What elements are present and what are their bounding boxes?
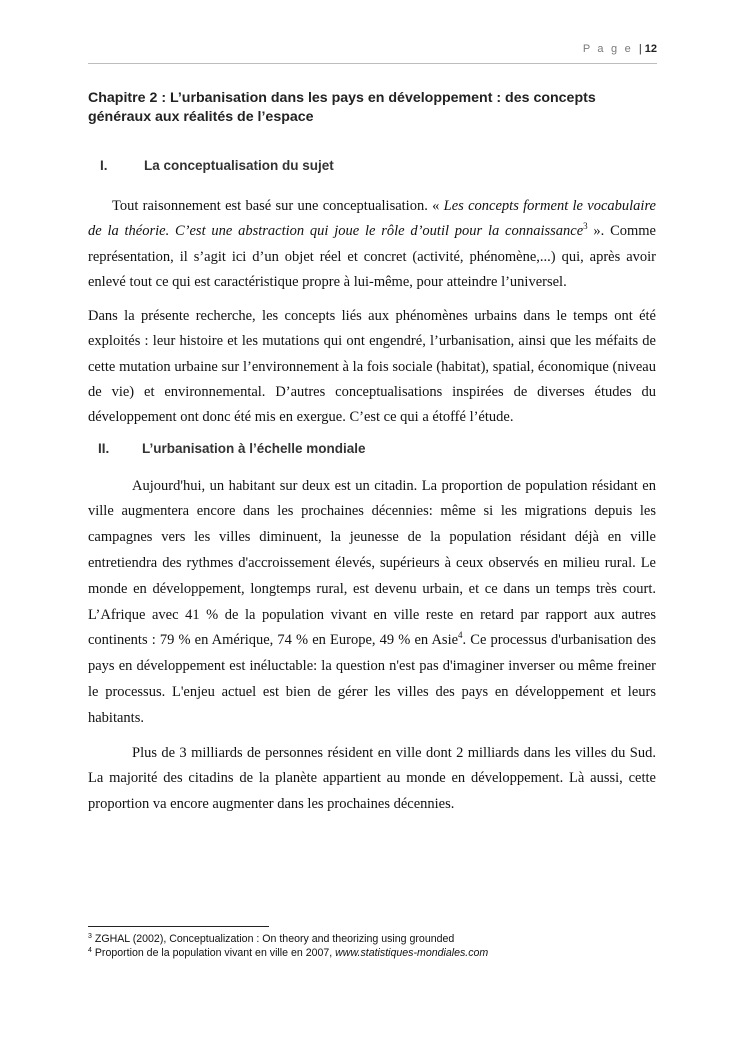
section-numeral: II. bbox=[98, 440, 110, 456]
paragraph-text: ». Comme représentation, il s’agit ici d’un objet réel et concret (activité, phénomène,...) qui, après avoir enlevé tout ce qui est caractéristique propre à lui-même, pour atteindre l’universel. bbox=[88, 223, 656, 290]
paragraph-text: . Ce processus d'urbanisation des pays en développement est inéluctable: la question n'est pas d'imaginer inverser ou même freiner le processus. L'enjeu actuel est bien de gérer les villes des pays en développement et leurs habitants. bbox=[88, 632, 656, 726]
section-title: La conceptualisation du sujet bbox=[144, 158, 334, 173]
paragraph-conceptualisation bbox=[88, 194, 656, 295]
chapter-title: Chapitre 2 : L’urbanisation dans les pays en développement : des concepts généraux aux réalités de l’espace bbox=[88, 90, 596, 125]
footnote-ref-4: 4 bbox=[458, 630, 463, 641]
section-heading-2 bbox=[88, 441, 656, 456]
header-rule bbox=[88, 63, 657, 64]
section-heading-1 bbox=[88, 158, 656, 173]
footnote-number: 4 bbox=[88, 947, 92, 954]
quote-text: Les concepts forment le vocabulaire de la théorie. C’est une abstraction qui joue le rôle d’outil pour la connaissance bbox=[88, 198, 656, 240]
footnote-text: ZGHAL (2002), Conceptualization : On theory and theorizing using grounded bbox=[94, 933, 455, 945]
page-label: P a g e bbox=[582, 43, 633, 55]
page-body bbox=[88, 89, 656, 818]
footnote-3 bbox=[88, 932, 656, 946]
paragraph-urbanisation bbox=[88, 474, 656, 732]
footnote-link[interactable]: www.statistiques-mondiales.com bbox=[335, 947, 489, 959]
footnotes bbox=[88, 932, 656, 960]
footnote-text: Proportion de la population vivant en ville en 2007, bbox=[94, 947, 336, 959]
footnote-separator bbox=[88, 926, 269, 927]
paragraph-text: Tout raisonnement est basé sur une conceptualisation. « bbox=[112, 198, 444, 214]
page-header bbox=[583, 43, 657, 55]
footnote-ref-3: 3 bbox=[583, 221, 588, 232]
paragraph-recherche: Dans la présente recherche, les concepts liés aux phénomènes urbains dans le temps ont été exploités : leur histoire et les mutations qui ont engendré, l’urbanisation, ainsi que les méfaits de cette mutation urbaine sur l’environnement à la fois sociale (habitat), spatial, économique (niveau de vie) et environnemental. D’autres conceptualisations inspirées de diverses études du développement ont donc été mis en exergue. C’est ce qui a étoffé l’étude. bbox=[88, 308, 656, 426]
footnote-number: 3 bbox=[88, 933, 92, 940]
paragraph-text: Aujourd'hui, un habitant sur deux est un citadin. La proportion de population résidant en ville augmentera encore dans les prochaines décennies: même si les migrations depuis les campagnes vers les villes diminuent, la jeunesse de la population résidant déjà en ville entretiendra des rythmes d'accroissement élevés, supérieurs à ceux observés en milieu rural. Le monde en développement, longtemps rural, est devenu urbain, et ce dans un temps très court. L’Afrique avec 41 % de la population vivant en ville reste en retard par rapport aux autres continents : 79 % en Amérique, 74 % en Europe, 49 % en Asie bbox=[88, 477, 656, 649]
header-separator: | bbox=[638, 43, 642, 55]
paragraph-milliards: Plus de 3 milliards de personnes résident en ville dont 2 milliards dans les villes du Sud. La majorité des citadins de la planète appartient au monde en développement. Là aussi, cette proportion va encore augmenter dans les prochaines décennies. bbox=[88, 744, 656, 813]
footnote-4 bbox=[88, 946, 656, 960]
section-title: L’urbanisation à l’échelle mondiale bbox=[142, 440, 366, 456]
page-number: 12 bbox=[644, 43, 657, 55]
section-numeral: I. bbox=[100, 158, 108, 173]
